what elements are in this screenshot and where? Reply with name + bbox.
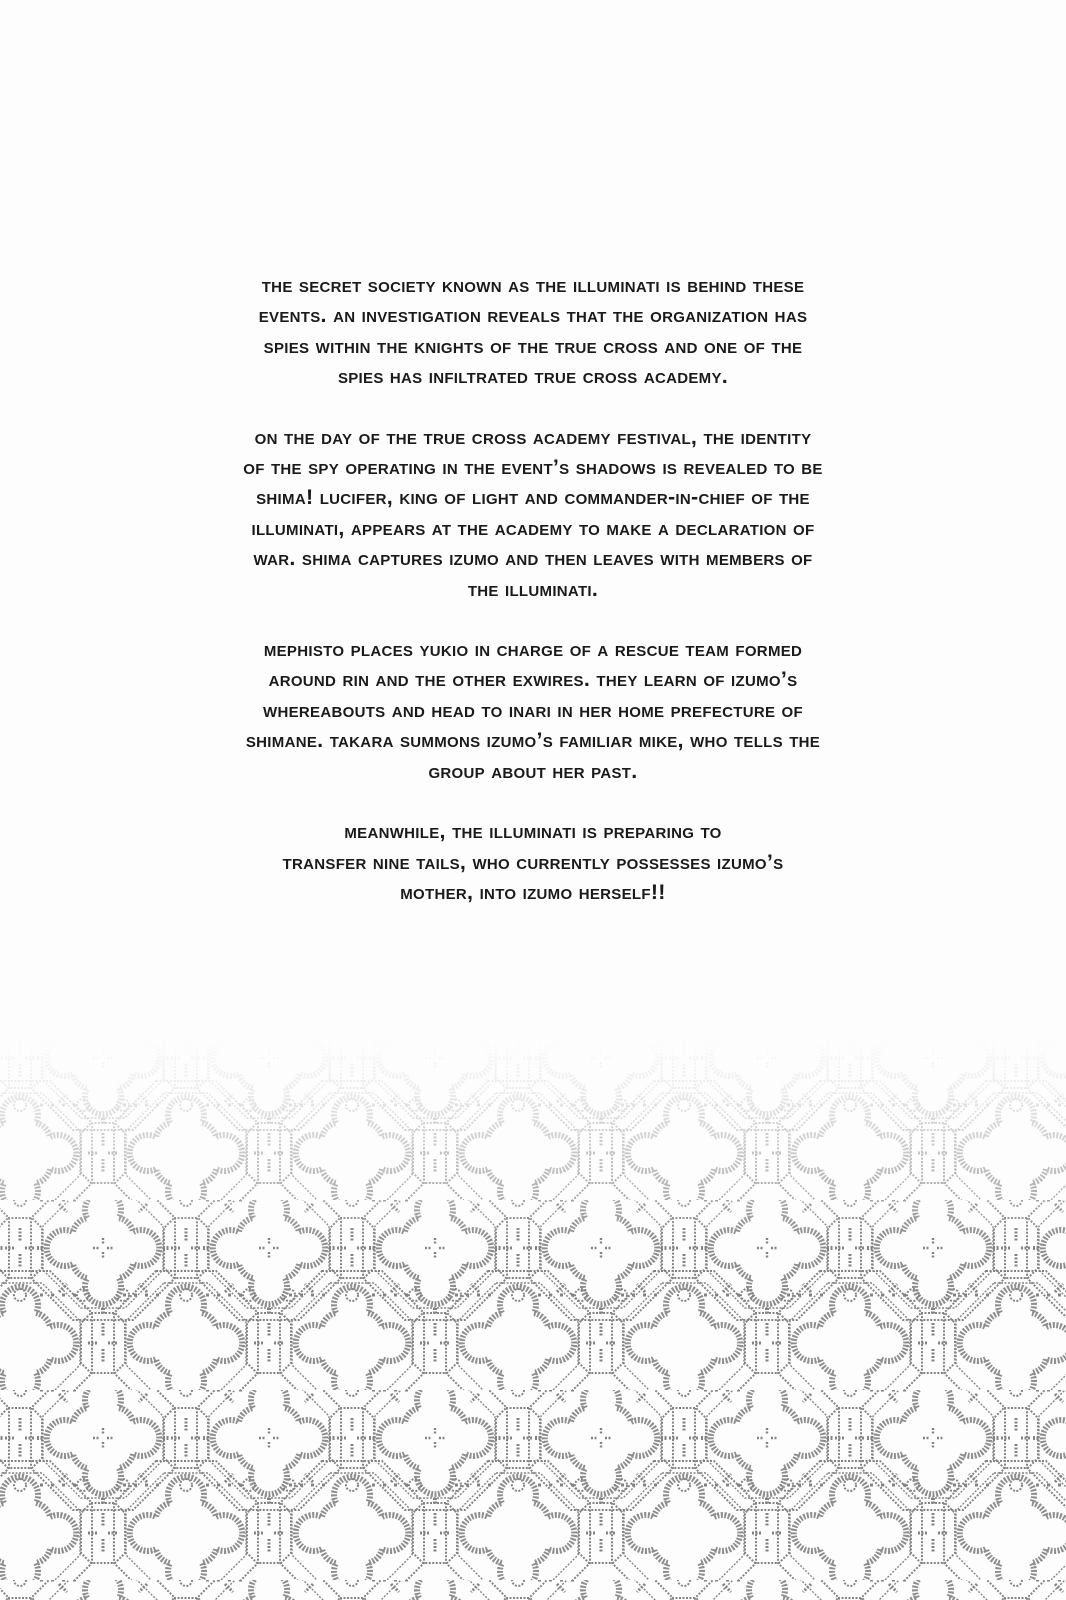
quatrefoil-pattern-icon (0, 1040, 1066, 1600)
synopsis-line: mother, into izumo herself!! (400, 879, 666, 904)
synopsis-line: illuminati, appears at the academy to make a declaration of (251, 515, 815, 540)
synopsis-line: shimane. takara summons izumo’s familiar mike, who tells the (245, 728, 821, 753)
synopsis-line: on the day of the true cross academy festival, the identity (254, 424, 812, 449)
synopsis-line: the secret society known as the illuminati is behind these (261, 273, 805, 297)
synopsis-paragraph-4 (60, 816, 1006, 907)
synopsis-line: whereabouts and head to inari in her home prefecture of (263, 697, 803, 722)
synopsis-paragraph-2 (60, 422, 1006, 604)
synopsis-line: of the spy operating in the event’s shadows is revealed to be (243, 455, 823, 480)
synopsis-line: spies has infiltrated true cross academy. (337, 364, 729, 389)
synopsis-line: group about her past. (428, 758, 638, 783)
synopsis-line: shima! lucifer, king of light and commander-in-chief of the (256, 485, 810, 510)
synopsis-line: the illuminati. (467, 576, 599, 601)
synopsis-paragraph-1 (60, 270, 1006, 392)
synopsis-line: war. shima captures izumo and then leaves with members of (253, 546, 813, 571)
synopsis-line: spies within the knights of the true cross and one of the (263, 333, 803, 358)
synopsis-line: events. an investigation reveals that the organization has (258, 303, 808, 328)
synopsis-paragraph-3 (60, 634, 1006, 786)
story-synopsis (60, 270, 1006, 937)
synopsis-line: around rin and the other exwires. they learn of izumo’s (268, 667, 798, 692)
synopsis-line: meanwhile, the illuminati is preparing to (344, 819, 722, 844)
synopsis-line: mephisto places yukio in charge of a rescue team formed (263, 637, 803, 662)
synopsis-line: transfer nine tails, who currently possesses izumo’s (282, 849, 784, 874)
decorative-lattice-pattern (0, 1040, 1066, 1600)
